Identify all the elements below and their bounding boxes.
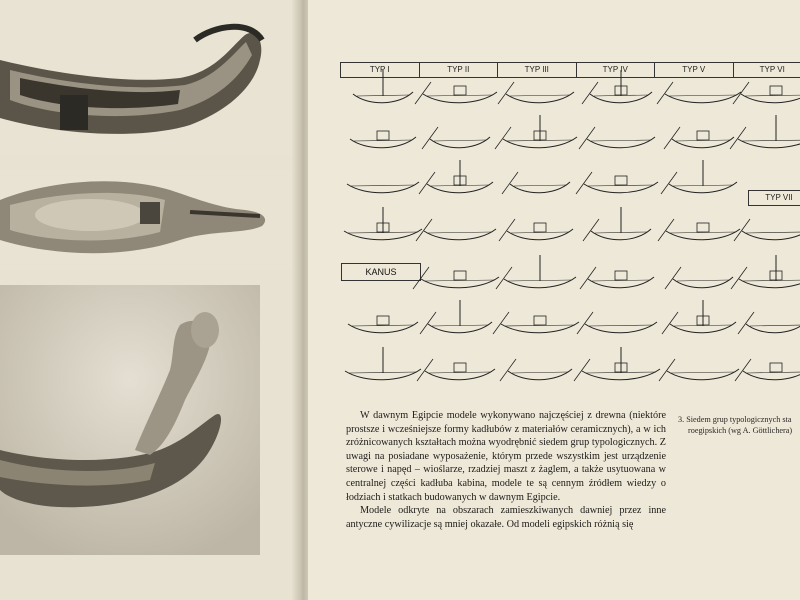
boat-drawing (664, 127, 734, 149)
boat-drawing (659, 359, 739, 381)
boat-drawing (576, 172, 658, 194)
boat-drawing (657, 82, 741, 104)
right-page (308, 0, 800, 600)
boat-drawing (658, 219, 740, 241)
boat-drawing (419, 160, 493, 194)
boat-drawing (502, 172, 570, 194)
boat-drawing (350, 131, 416, 148)
boat-figure-photo (0, 285, 260, 555)
boat-drawing (495, 115, 577, 149)
boat-drawing (347, 182, 419, 193)
boat-drawing (733, 82, 800, 104)
type-header-5: TYP V (655, 63, 734, 77)
caption-line-1: 3. Siedem grup typologicznych sta (678, 415, 792, 424)
boat-drawing (493, 312, 579, 334)
boat-drawing (665, 267, 733, 289)
boat-drawing (580, 267, 654, 289)
boat-drawing (579, 127, 655, 149)
boat-drawing (731, 255, 800, 289)
boat-drawing (344, 207, 422, 240)
boat-drawing (730, 115, 800, 149)
type-header-1: TYP I (341, 63, 420, 77)
boat-type-drawings (308, 0, 800, 400)
boat-drawing (582, 70, 652, 104)
boat-drawing (413, 267, 499, 289)
figure-caption (678, 414, 798, 436)
boat-drawing (353, 70, 413, 103)
boat-drawing (420, 300, 492, 334)
boat-drawing (583, 207, 651, 241)
paragraph-1: W dawnym Egipcie modele wykonywano najczęściej z drewna (niektóre prostsze i wcześniejsze formy kadłubów z materiałów ceramicznych), a w ich zróżnicowanych kształtach można wyodrębnić siedem grup typologicznych. Z uwagi na posiadane wyposażenie, którym przede wszystkim jest urządzenie sterowe i napęd – wioślarze, rzadziej maszt z żaglem, a także usytuowana w centralnej części kadłuba kabina, modele te są cennym źródłem wiedzy o łodziach i statkach budowanych w dawnym Egipcie. (346, 410, 666, 503)
type-header-7: TYP VII (748, 190, 800, 206)
boat-drawing (500, 359, 572, 381)
type-header-4: TYP IV (577, 63, 656, 77)
boat-drawing (499, 219, 573, 241)
boat-drawing (498, 82, 574, 104)
body-text (346, 409, 666, 531)
boat-model-photo-top (0, 0, 300, 155)
boat-drawing (496, 255, 576, 289)
boat-drawing (417, 359, 495, 381)
boat-drawing (416, 219, 496, 241)
boat-drawing (574, 347, 660, 381)
boat-drawing (422, 127, 490, 149)
boat-drawing (738, 312, 800, 334)
kanus-label: KANUS (341, 263, 421, 281)
boat-model-photo-middle (0, 170, 300, 270)
boat-drawing (662, 300, 736, 334)
boat-drawing (577, 312, 657, 334)
boat-drawing (661, 160, 737, 194)
boat-drawing (345, 347, 421, 380)
type-header-2: TYP II (420, 63, 499, 77)
paragraph-2: Modele odkryte na obszarach zamieszkiwanych dawniej przez inne antyczne cywilizacje są mniej okazałe. Od modeli egipskich różnią się (346, 505, 666, 530)
boat-drawing (734, 219, 800, 241)
boat-drawing (735, 359, 800, 381)
caption-line-2: roegipskich (wg A. Göttlichera) (688, 426, 793, 435)
type-header-6: TYP VI (759, 65, 785, 74)
boat-drawing (348, 316, 418, 333)
type-header-3: TYP III (498, 63, 577, 77)
left-page (0, 0, 300, 600)
boat-drawing (415, 82, 497, 104)
